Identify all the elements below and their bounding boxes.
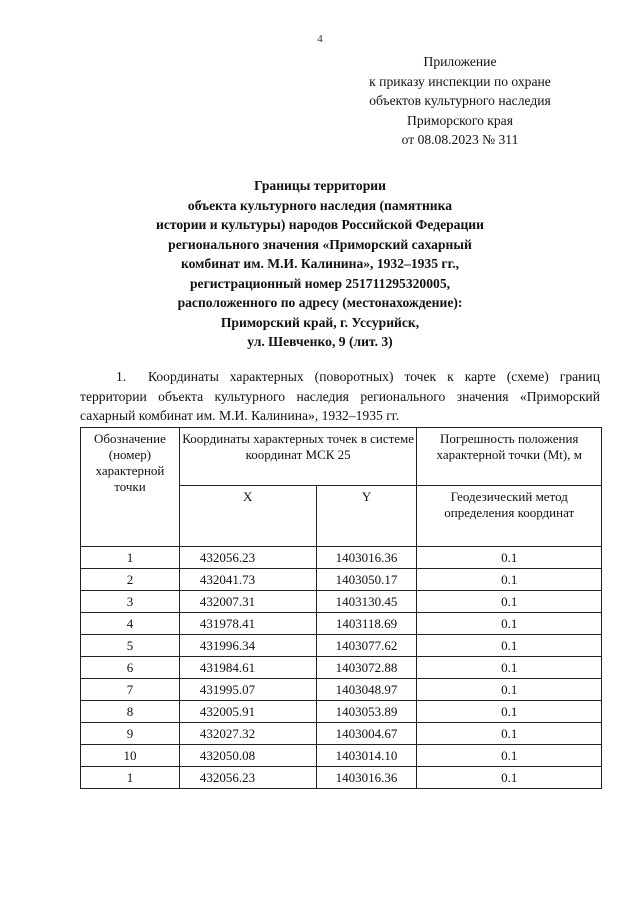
- y-value: 1403077.62: [316, 635, 417, 657]
- table-row: [81, 679, 602, 701]
- y-value: 1403016.36: [316, 547, 417, 569]
- mt-value: 0.1: [417, 701, 602, 723]
- title-line: ул. Шевченко, 9 (лит. 3): [247, 334, 393, 349]
- point-number: 1: [81, 767, 180, 789]
- coordinates-header: Координаты характерных точек в системе координат МСК 25: [179, 428, 417, 486]
- x-value: 431995.07: [179, 679, 316, 701]
- y-value: 1403072.88: [316, 657, 417, 679]
- y-value: 1403053.89: [316, 701, 417, 723]
- point-number: 4: [81, 613, 180, 635]
- point-number: 2: [81, 569, 180, 591]
- y-value: 1403130.45: [316, 591, 417, 613]
- table-row: [81, 745, 602, 767]
- title-line: Приморский край, г. Уссурийск,: [220, 314, 420, 330]
- x-value: 432050.08: [179, 745, 316, 767]
- mt-value: 0.1: [417, 745, 602, 767]
- paragraph-number: 1.: [116, 369, 127, 384]
- x-value: 432007.31: [179, 591, 316, 613]
- mt-value: 0.1: [417, 657, 602, 679]
- y-value: 1403016.36: [316, 767, 417, 789]
- table-row: [81, 569, 602, 591]
- error-header: Погрешность положения характерной точки (Mt), м: [417, 428, 602, 486]
- x-value: 431984.61: [179, 657, 316, 679]
- point-number: 3: [81, 591, 180, 613]
- x-value: 432056.23: [179, 547, 316, 569]
- paragraph-text: Координаты характерных (поворотных) точек к карте (схеме) границ территории объекта культурного наследия регионального значения «Приморский сахарный комбинат им. М.И. Калинина», 1932–1935 гг.: [80, 369, 600, 423]
- appendix-line: объектов культурного наследия: [369, 93, 551, 108]
- x-value: 431978.41: [179, 613, 316, 635]
- table-row: [81, 613, 602, 635]
- y-value: 1403118.69: [316, 613, 417, 635]
- point-number: 5: [81, 635, 180, 657]
- point-number: 8: [81, 701, 180, 723]
- mt-value: 0.1: [417, 613, 602, 635]
- x-value: 432056.23: [179, 767, 316, 789]
- appendix-line: Приложение: [423, 54, 497, 69]
- table-row: [81, 547, 602, 569]
- table-row: [81, 657, 602, 679]
- y-header: Y: [316, 486, 417, 547]
- mt-value: 0.1: [417, 679, 602, 701]
- y-value: 1403050.17: [316, 569, 417, 591]
- mt-value: 0.1: [417, 767, 602, 789]
- table-row: [81, 701, 602, 723]
- point-number: 7: [81, 679, 180, 701]
- x-value: 432027.32: [179, 723, 316, 745]
- table-row: [81, 635, 602, 657]
- method-header: Геодезический метод определения координат: [417, 486, 602, 547]
- paragraph-1: [80, 367, 600, 426]
- coordinates-table: [80, 427, 602, 789]
- appendix-header: [340, 52, 580, 150]
- appendix-line: Приморского края: [407, 112, 513, 128]
- point-number: 10: [81, 745, 180, 767]
- table-row: [81, 591, 602, 613]
- mt-value: 0.1: [417, 547, 602, 569]
- table-row: [81, 723, 602, 745]
- title-line: истории и культуры) народов Российской Федерации: [156, 217, 484, 232]
- point-number: 9: [81, 723, 180, 745]
- y-value: 1403004.67: [316, 723, 417, 745]
- appendix-line: к приказу инспекции по охране: [369, 73, 551, 89]
- x-value: 432005.91: [179, 701, 316, 723]
- y-value: 1403048.97: [316, 679, 417, 701]
- mt-value: 0.1: [417, 591, 602, 613]
- point-number-header: Обозначение (номер) характерной точки: [81, 428, 180, 547]
- mt-value: 0.1: [417, 635, 602, 657]
- page-number: 4: [317, 33, 323, 45]
- title-line: Границы территории: [254, 178, 386, 193]
- y-value: 1403014.10: [316, 745, 417, 767]
- title-line: регистрационный номер 251711295320005,: [189, 275, 451, 291]
- x-value: 431996.34: [179, 635, 316, 657]
- title-line: расположенного по адресу (местонахождение):: [177, 295, 463, 310]
- point-number: 1: [81, 547, 180, 569]
- mt-value: 0.1: [417, 723, 602, 745]
- x-value: 432041.73: [179, 569, 316, 591]
- x-header: X: [179, 486, 316, 547]
- table-row: [81, 767, 602, 789]
- mt-value: 0.1: [417, 569, 602, 591]
- document-title: [80, 176, 560, 352]
- point-number: 6: [81, 657, 180, 679]
- title-line: объекта культурного наследия (памятника: [187, 197, 453, 213]
- appendix-line: от 08.08.2023 № 311: [401, 132, 519, 147]
- title-line: комбинат им. М.И. Калинина», 1932–1935 гг.,: [180, 256, 460, 271]
- title-line: регионального значения «Приморский сахарный: [168, 236, 472, 252]
